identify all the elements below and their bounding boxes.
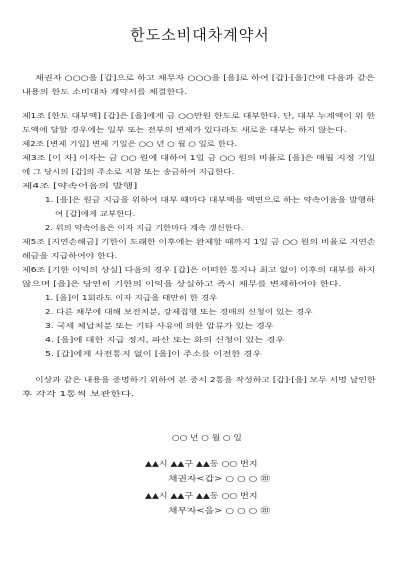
article-6-item-1: 1. [을]이 1회라도 이자 지급을 태만히 한 경우 bbox=[45, 294, 218, 302]
contract-date: ○○ 년 ○ 월 ○ 일 bbox=[172, 433, 242, 442]
article-2: 제2조 [변제 기일] 변제 기일은 ○○ 년 ○ 월 ○ 일로 한다. bbox=[22, 140, 238, 148]
article-1-line-2: 도액에 달할 경우에는 일부 또는 전부의 변제가 있다라도 새로운 대부는 하지 않는다. bbox=[22, 126, 347, 134]
creditor-address: ▲▲시 ▲▲구 ▲▲동 ○○ 번지 bbox=[145, 459, 258, 468]
article-6-line-2: 않으며 [을]은 당연히 기한의 이익을 상실하고 즉시 채무를 변제하여야 한다. bbox=[22, 280, 342, 288]
article-5-line-1: 제5조 [지연손해금] 기한이 도래한 이후에는 완제할 때까지 1일 금 ○○ 원의 비율로 지연손 bbox=[22, 238, 376, 246]
article-3-line-1: 제3조 [이 자] 이자는 금 ○○ 원에 대하여 1일 금 ○○ 원의 비율로 [을]은 매월 지정 기일 bbox=[22, 154, 376, 162]
intro-line-1: 채권자 ○○○을 [갑]으로 하고 채무자 ○○○을 [을]로 하여 [갑]·[을]간에 다음과 같은 bbox=[35, 74, 375, 82]
debtor-signature: 채무자<을> ○ ○ ○ ㊞ bbox=[168, 506, 271, 515]
article-6-line-1: 제6조 [기한 이익의 상실] 다음의 경우 [갑]은 어떠한 통지나 최고 없이 이후의 대부를 하지 bbox=[22, 266, 376, 274]
debtor-address: ▲▲시 ▲▲구 ▲▲동 ○○ 번지 bbox=[145, 491, 258, 500]
article-5-line-2: 해금을 지급하여야 한다. bbox=[22, 252, 118, 260]
creditor-signature: 채권자<갑> ○ ○ ○ ㊞ bbox=[168, 474, 271, 483]
article-4-item-1: 1. [을]은 원금 지급을 위하여 대부 때마다 대부액을 액면으로 하는 약속어음을 발행하 bbox=[45, 196, 375, 204]
closing-line-2: 후 각각 1통씩 보관한다. bbox=[22, 390, 135, 398]
document-title: 한도소비대차계약서 bbox=[130, 26, 270, 44]
closing-line-1: 이상과 같은 내용을 증명하기 위하여 본 증서 2통을 작성하고 [갑]·[을] 모두 서명 날인한 bbox=[35, 376, 376, 384]
article-4-item-1-cont: 여 [갑]에게 교부한다. bbox=[55, 210, 136, 218]
article-1-line-1: 제1조 [한도 대부액] [갑]은 [을]에게 금 ○○만원 한도로 대부한다. 단, 대부 누계액이 위 한 bbox=[22, 112, 376, 120]
intro-line-2: 내용의 한도 소비대차 계약서를 체결한다. bbox=[22, 88, 188, 96]
article-3-line-2: 에 그 당시의 [갑]의 주소로 지참 또는 송금하여 지급한다. bbox=[22, 168, 235, 176]
article-6-item-5: 5. [갑]에게 사전통지 없이 [을]이 주소를 이전한 경우 bbox=[45, 350, 262, 358]
article-6-item-3: 3. 국세 체납처분 또는 기타 사유에 의한 압류가 있는 경우 bbox=[45, 322, 274, 330]
article-6-item-2: 2. 다른 채무에 대해 보전처분, 강제집행 또는 경매의 신청이 있는 경우 bbox=[45, 308, 313, 316]
article-4-heading: 제4조 [약속어음의 발행] bbox=[22, 182, 138, 190]
article-6-item-4: 4. [을]에 대한 지급 정지, 파산 또는 화의 신청이 있는 경우 bbox=[45, 336, 285, 344]
article-4-item-2: 2. 위의 약속어음은 이자 지급 기한마다 계속 갱신한다. bbox=[45, 224, 244, 232]
